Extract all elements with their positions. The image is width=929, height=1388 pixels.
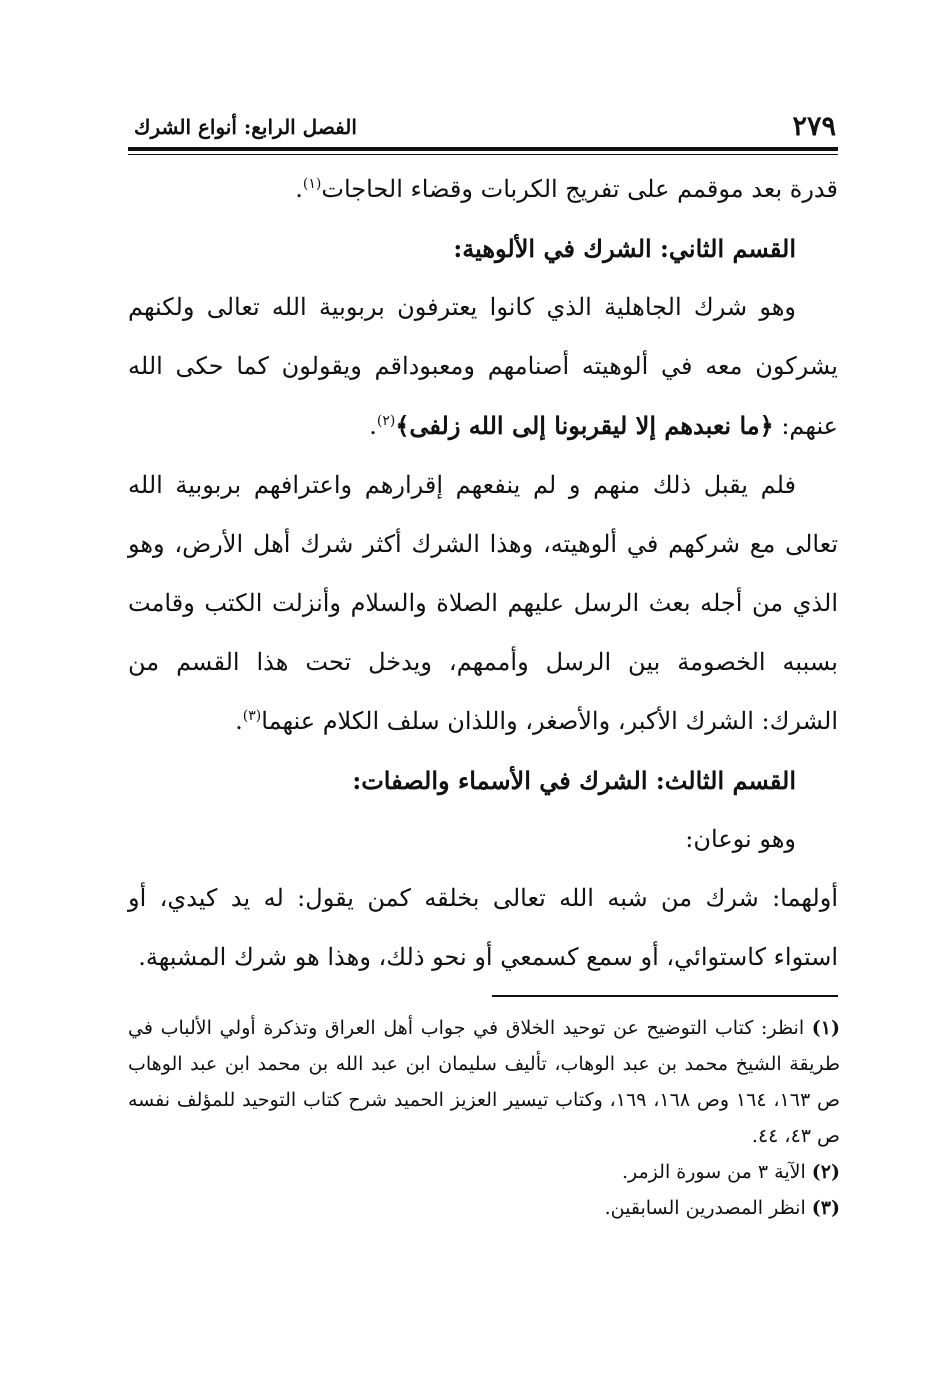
footnote-3 xyxy=(128,1190,840,1226)
page-header xyxy=(128,110,838,144)
period: . xyxy=(369,412,377,440)
footnote-text: انظر: كتاب التوضيح عن توحيد الخلاق في جواب أهل العراق وتذكرة أولي الألباب في طريقة الشيخ محمد بن عبد الوهاب، تأليف سليمان ابن عبد الله بن محمد ابن عبد الوهاب ص ١٦٣، ١٦٤ وص ١٦٨، ١٦٩، وكتاب تيسير العزيز الحميد شرح كتاب التوحيد للمؤلف نفسه ص ٤٣، ٤٤. xyxy=(128,1017,841,1147)
section-heading-2: القسم الثاني: الشرك في الألوهية: xyxy=(453,234,796,263)
footnote-ref-3: (٣) xyxy=(242,708,262,724)
period: . xyxy=(235,707,243,735)
footnote-ref-1: (١) xyxy=(302,176,322,192)
header-rule-thin xyxy=(128,154,838,155)
period: . xyxy=(295,175,303,203)
section-heading-3: القسم الثالث: الشرك في الأسماء والصفات: xyxy=(352,766,796,795)
footnote-ref-2: (٢) xyxy=(376,413,396,429)
main-text xyxy=(128,160,838,987)
footnote-2 xyxy=(128,1154,840,1190)
running-title: الفصل الرابع: أنواع الشرك xyxy=(134,115,357,139)
footnote-separator xyxy=(492,995,838,997)
footnote-number: (٢) xyxy=(811,1161,840,1183)
page-number: ٢٧٩ xyxy=(792,111,836,142)
footnotes xyxy=(128,1010,840,1226)
footnote-1 xyxy=(128,1010,840,1154)
footnote-text: انظر المصدرين السابقين. xyxy=(604,1197,806,1219)
paragraph-text: وهو شرك الجاهلية الذي كانوا يعترفون بربوبية الله تعالى ولكنهم يشركون معه في ألوهيته أصنامهم ومعبوداقم ويقولون كما حكى الله عنهم: xyxy=(128,293,838,440)
footnote-number: (١) xyxy=(811,1017,840,1039)
paragraph-4: وهو نوعان: xyxy=(685,825,796,853)
footnote-number: (٣) xyxy=(811,1197,840,1219)
header-rule xyxy=(128,147,838,151)
paragraph-1 xyxy=(128,160,838,219)
paragraph-5: أولهما: شرك من شبه الله تعالى بخلقه كمن يقول: له يد كيدي، أو استواء كاستوائي، أو سمع كسمعي أو نحو ذلك، وهذا هو شرك المشبهة. xyxy=(128,884,838,971)
paragraph-2 xyxy=(128,278,838,456)
paragraph-text: قدرة بعد موقمم على تفريج الكربات وقضاء الحاجات xyxy=(321,175,838,203)
paragraph-text: فلم يقبل ذلك منهم و لم ينفعهم إقرارهم واعترافهم بربوبية الله تعالى مع شركهم في ألوهيته، وهذا الشرك أكثر شرك أهل الأرض، وهو الذي من أجله بعث الرسل عليهم الصلاة والسلام وأنزلت الكتب وقامت بسببه الخصومة بين الرسل وأممهم، ويدخل تحت هذا القسم من الشرك: الشرك الأكبر، والأصغر، واللذان سلف الكلام عنهما xyxy=(128,471,839,735)
footnote-text: الآية ٣ من سورة الزمر. xyxy=(621,1161,806,1183)
quran-quote: ﴿ما نعبدهم إلا ليقربونا إلى الله زلفى﴾ xyxy=(395,411,774,440)
paragraph-3 xyxy=(128,456,838,751)
